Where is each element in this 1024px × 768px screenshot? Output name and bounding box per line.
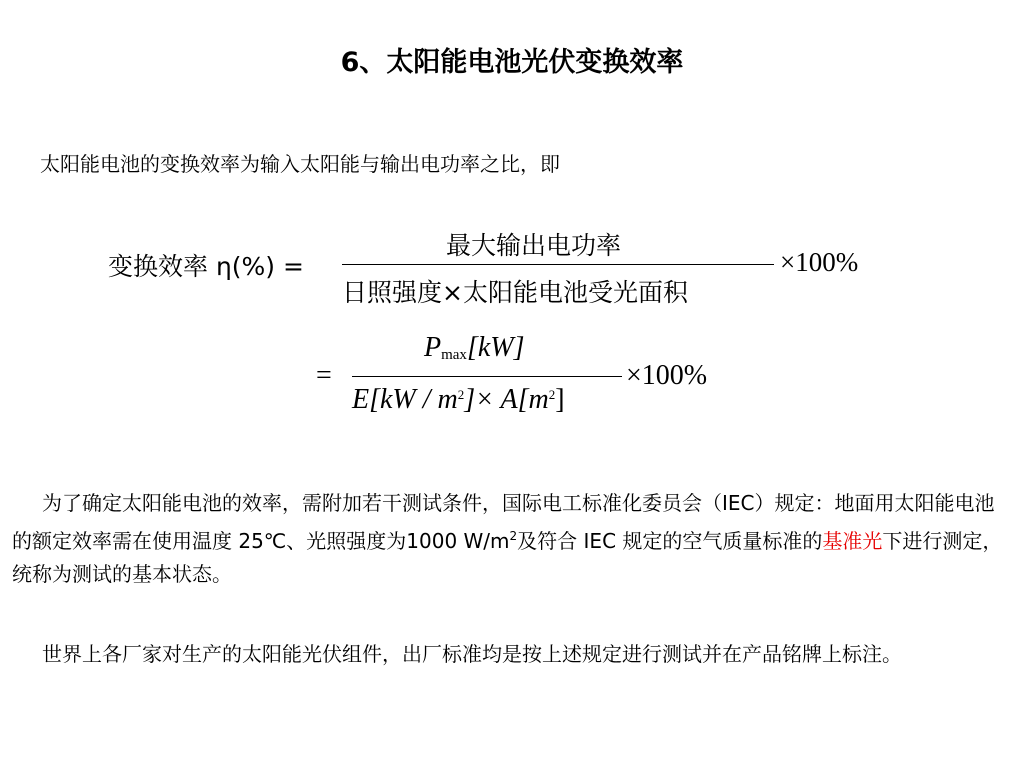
area-close: ] [555,384,565,415]
paragraph-test-conditions [12,487,1014,591]
formula1-times: ×100% [780,247,859,277]
power-subscript: max [441,347,467,363]
power-unit: [kW] [466,332,525,363]
square-exponent: 2 [548,387,556,402]
paragraph1-part2: 及符合 IEC 规定的空气质量标准的 [517,529,823,553]
square-exponent: 2 [457,387,465,402]
intro-text: 太阳能电池的变换效率为输入太阳能与输出电功率之比，即 [40,152,560,176]
formula2-numerator [424,332,524,364]
paragraph1-sup: 2 [509,529,518,543]
formula2-times: ×100% [626,360,708,391]
paragraph1-part1: 为了确定太阳能电池的效率，需附加若干测试条件，国际电工标准化委员会（IEC）规定：地面用太阳能电池的额定效率需在使用温度 25℃、光照强度为1000 W/m [12,491,995,553]
paragraph1-part3: 下进行测定，统称为测试的基本状态。 [12,529,1003,586]
formula2-denominator [352,384,565,416]
formula1-numerator: 最大输出电功率 [446,231,622,260]
formula2-fraction-bar [352,376,622,377]
irradiance-unit: [kW / m [369,384,458,415]
formula2-equals: = [316,360,332,391]
page-title: 6、太阳能电池光伏变换效率 [340,47,684,78]
power-symbol: P [424,332,442,363]
irradiance-symbol: E [352,384,370,415]
paragraph-manufacturer-note: 世界上各厂家对生产的太阳能光伏组件，出厂标准均是按上述规定进行测试并在产品铭牌上标注。 [42,642,902,666]
area-term: ]× A[m [464,384,549,415]
formula1-fraction-bar [342,264,774,265]
formula1-lhs: 变换效率 η(%) = [108,252,304,281]
highlight-reference-light: 基准光 [822,529,883,553]
formula1-denominator: 日照强度×太阳能电池受光面积 [342,278,688,307]
